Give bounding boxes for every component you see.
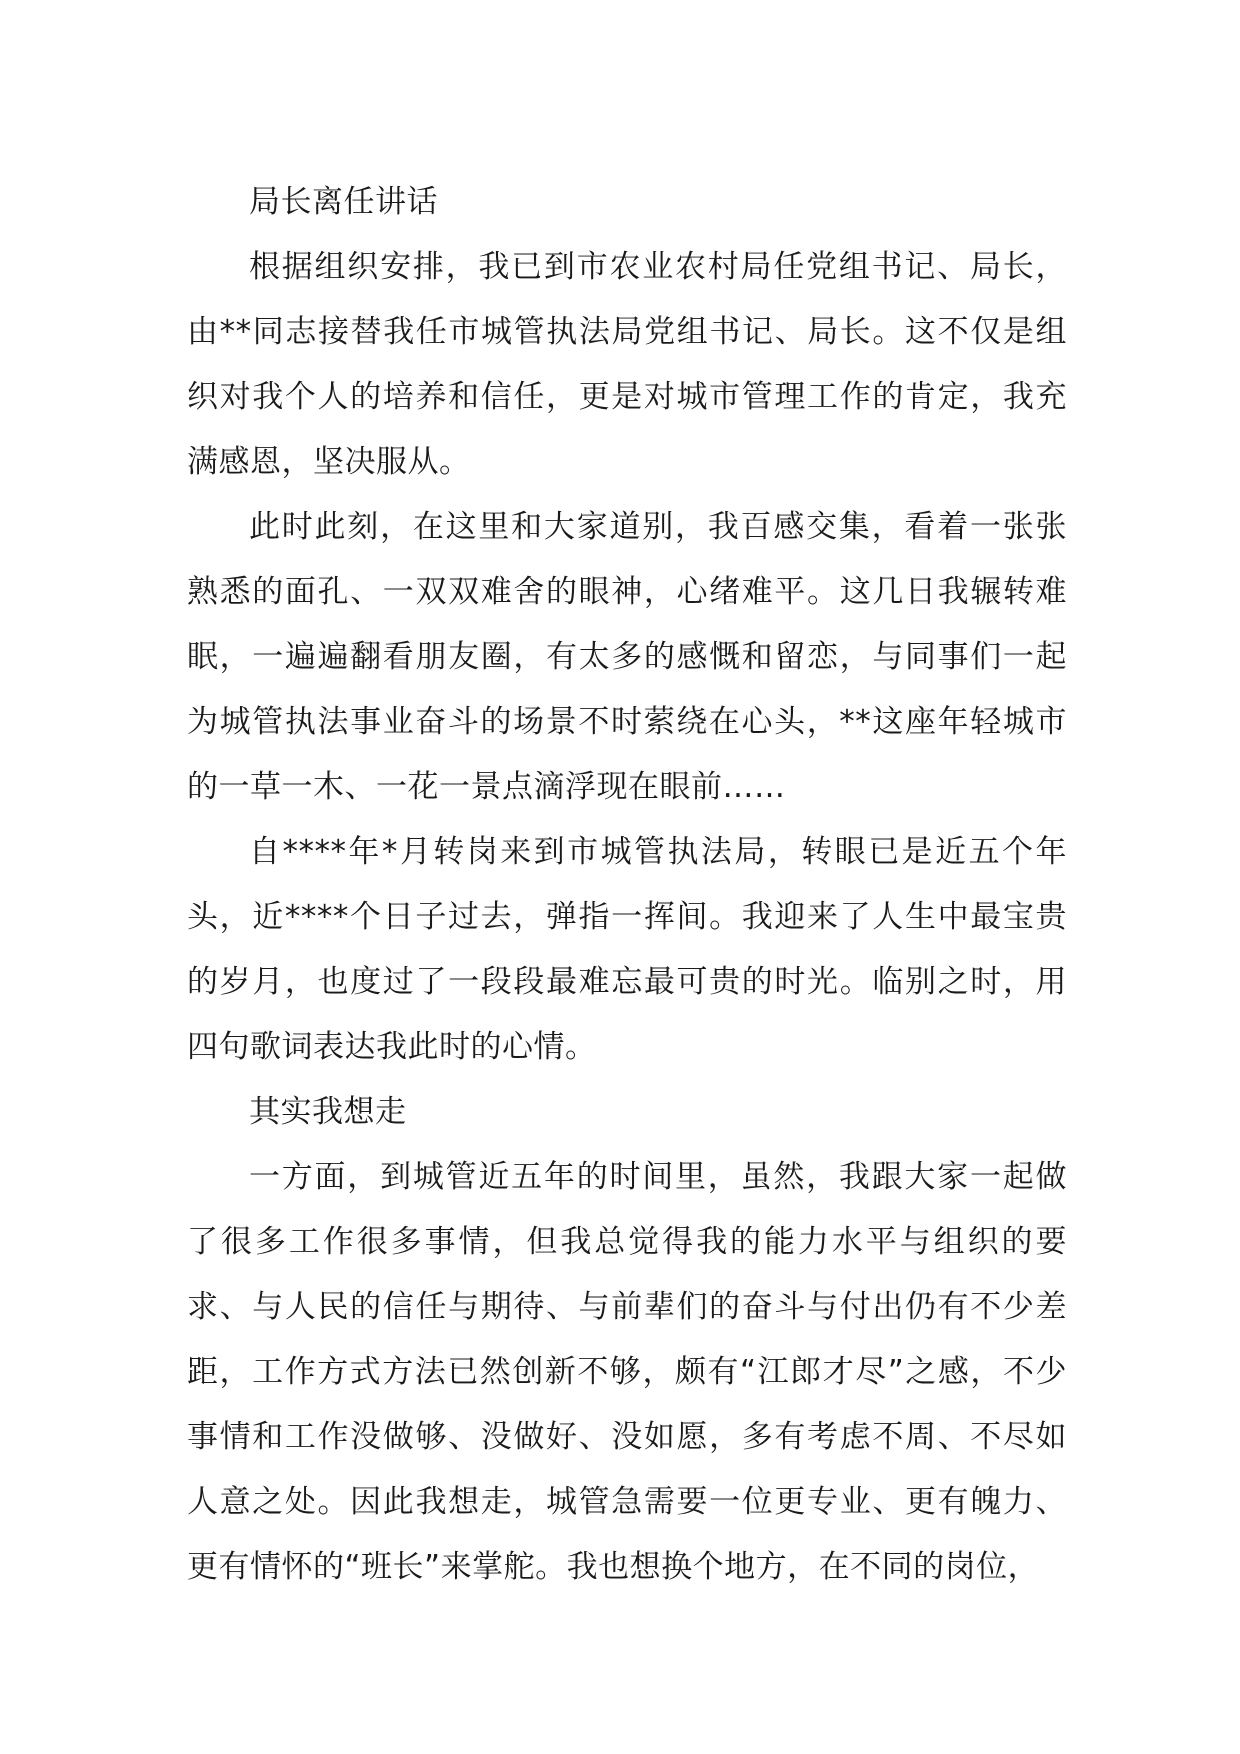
document-title: 局长离任讲话 — [249, 184, 438, 220]
paragraph: 此时此刻，在这里和大家道别，我百感交集，看着一张张熟悉的面孔、一双双难舍的眼神，心绪难平。这几日我辗转难眠，一遍遍翻看朋友圈，有太多的感慨和留恋，与同事们一起为城管执法事业奋斗的场景不时萦绕在心头，**这座年轻城市的一草一木、一花一景点滴浮现在眼前…… — [187, 509, 1067, 805]
document-body — [187, 170, 1067, 1600]
paragraph: 自****年*月转岗来到市城管执法局，转眼已是近五个年头，近****个日子过去，弹指一挥间。我迎来了人生中最宝贵的岁月，也度过了一段段最难忘最可贵的时光。临别之时，用四句歌词表达我此时的心情。 — [187, 834, 1067, 1065]
paragraph: 一方面，到城管近五年的时间里，虽然，我跟大家一起做了很多工作很多事情，但我总觉得我的能力水平与组织的要求、与人民的信任与期待、与前辈们的奋斗与付出仍有不少差距，工作方式方法已然创新不够，颇有“江郎才尽”之感，不少事情和工作没做够、没做好、没如愿，多有考虑不周、不尽如人意之处。因此我想走，城管急需要一位更专业、更有魄力、更有情怀的“班长”来掌舵。我也想换个地方，在不同的岗位， — [187, 1159, 1067, 1585]
paragraph: 根据组织安排，我已到市农业农村局任党组书记、局长，由**同志接替我任市城管执法局党组书记、局长。这不仅是组织对我个人的培养和信任，更是对城市管理工作的肯定，我充满感恩，坚决服从。 — [187, 249, 1067, 480]
section-heading: 其实我想走 — [249, 1094, 407, 1130]
